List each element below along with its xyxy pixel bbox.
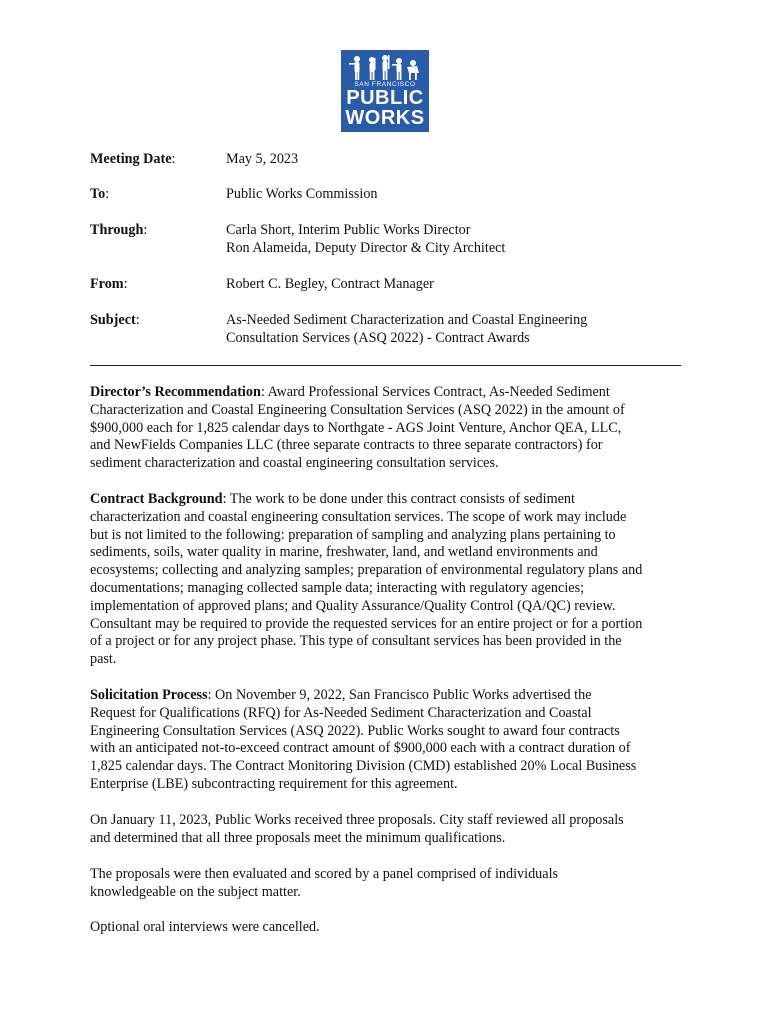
from-value: Robert C. Begley, Contract Manager [226, 276, 434, 292]
meeting-date-value: May 5, 2023 [226, 151, 299, 167]
to-value: Public Works Commission [226, 186, 378, 202]
paragraph-line: sediments, soils, water quality in marine, freshwater, land, and wetland environments and [90, 544, 598, 561]
paragraph-line: Request for Qualifications (RFQ) for As-Needed Sediment Characterization and Coastal [90, 704, 592, 721]
paragraph-line: of a project or for any project phase. This type of consultant services has been provided in the [90, 633, 622, 650]
subject-label: Subject: [90, 312, 140, 328]
meeting-date-label: Meeting Date: [90, 151, 176, 167]
paragraph-line: past. [90, 651, 117, 668]
through-label: Through: [90, 222, 148, 238]
through-value [226, 222, 686, 257]
from-label: From: [90, 276, 128, 292]
recommendation-heading: Director’s Recommendation [90, 384, 261, 400]
subject-value [226, 312, 686, 347]
paragraph-line: Enterprise (LBE) subcontracting requirement for this agreement. [90, 775, 458, 792]
background-heading: Contract Background [90, 491, 223, 507]
paragraph-line: but is not limited to the following: preparation of sampling and analyzing plans pertaining to [90, 526, 616, 543]
evaluation-paragraph [90, 866, 690, 902]
public-works-logo [341, 50, 429, 132]
paragraph-line: 1,825 calendar days. The Contract Monitoring Division (CMD) established 20% Local Business [90, 758, 637, 775]
paragraph-line: characterization and coastal engineering consultation services. The scope of work may include [90, 508, 627, 525]
through-line-1: Carla Short, Interim Public Works Director [226, 222, 471, 238]
subject-line-1: As-Needed Sediment Characterization and Coastal Engineering [226, 312, 588, 328]
paragraph-line: Director’s Recommendation: Award Professional Services Contract, As-Needed Sediment [90, 384, 610, 400]
directors-recommendation-paragraph [90, 384, 690, 473]
subject-line-2: Consultation Services (ASQ 2022) - Contract Awards [226, 329, 530, 346]
paragraph-line: sediment characterization and coastal engineering consultation services. [90, 455, 499, 472]
paragraph-line: Solicitation Process: On November 9, 2022, San Francisco Public Works advertised the [90, 687, 592, 703]
solicitation-heading: Solicitation Process [90, 687, 208, 703]
paragraph-line: $900,000 each for 1,825 calendar days to Northgate - AGS Joint Venture, Anchor QEA, LLC, [90, 419, 622, 436]
header-divider [90, 365, 681, 366]
proposals-received-paragraph [90, 812, 690, 848]
paragraph-line: Contract Background: The work to be done under this contract consists of sediment [90, 491, 575, 507]
paragraph-line: with an anticipated not-to-exceed contract amount of $900,000 each with a contract duration of [90, 740, 631, 757]
paragraph-line: Characterization and Coastal Engineering Consultation Services (ASQ 2022) in the amount of [90, 401, 625, 418]
workers-silhouette-icon [347, 54, 423, 82]
to-label: To: [90, 186, 110, 202]
paragraph-line: On January 11, 2023, Public Works received three proposals. City staff reviewed all proposals [90, 812, 624, 828]
paragraph-line: knowledgeable on the subject matter. [90, 883, 301, 900]
paragraph-line: implementation of approved plans; and Quality Assurance/Quality Control (QA/QC) review. [90, 597, 616, 614]
contract-background-paragraph [90, 491, 690, 669]
paragraph-line: documentations; managing collected sample data; interacting with regulatory agencies; [90, 579, 585, 596]
solicitation-process-paragraph [90, 687, 690, 794]
logo-works-text: WORKS [345, 107, 425, 129]
paragraph-line: The proposals were then evaluated and scored by a panel comprised of individuals [90, 866, 559, 882]
paragraph-line: ecosystems; collecting and analyzing samples; preparation of environmental regulatory plans and [90, 562, 643, 579]
logo-city-text: SAN FRANCISCO [354, 81, 416, 88]
paragraph-line: Engineering Consultation Services (ASQ 2022). Public Works sought to award four contracts [90, 722, 620, 739]
paragraph-line: and determined that all three proposals meet the minimum qualifications. [90, 829, 506, 846]
paragraph-line: and NewFields Companies LLC (three separate contracts to three separate contractors) for [90, 437, 603, 454]
paragraph-line: Consultant may be required to provide the requested services for an entire project or for a portion [90, 615, 643, 632]
logo-public-text: PUBLIC [346, 87, 424, 109]
through-line-2: Ron Alameida, Deputy Director & City Architect [226, 239, 506, 256]
paragraph-line: Optional oral interviews were cancelled. [90, 919, 320, 935]
interviews-paragraph [90, 919, 690, 937]
